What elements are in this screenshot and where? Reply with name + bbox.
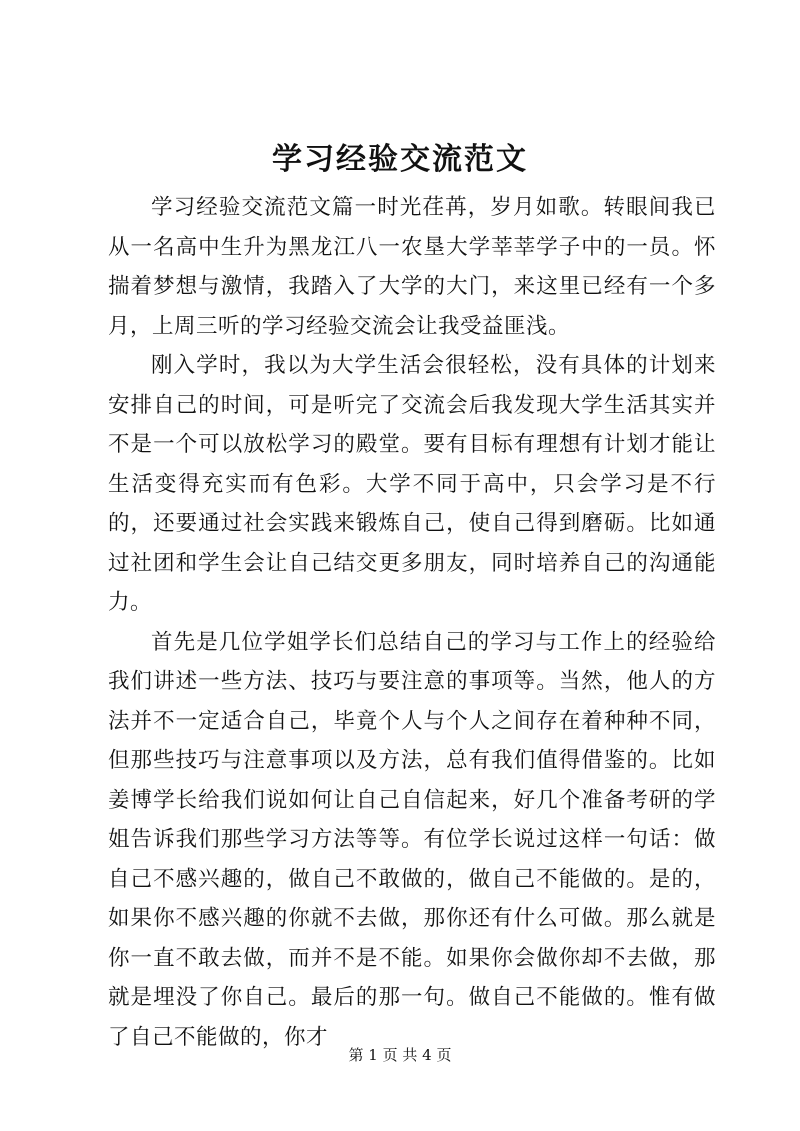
paragraph-2: 刚入学时，我以为大学生活会很轻松，没有具体的计划来安排自己的时间，可是听完了交流会后我发现大学生活其实并不是一个可以放松学习的殿堂。要有目标有理想有计划才能让生活变得充实而有色彩。大学不同于高中，只会学习是不行的，还要通过社会实践来锻炼自己，使自己得到磨砺。比如通过社团和学生会让自己结交更多朋友，同时培养自己的沟通能力。 bbox=[108, 353, 716, 615]
paragraph-1: 学习经验交流范文篇一时光荏苒，岁月如歌。转眼间我已从一名高中生升为黑龙江八一农垦大学莘莘学子中的一员。怀揣着梦想与激情，我踏入了大学的大门，来这里已经有一个多月，上周三听的学习经验交流会让我受益匪浅。 bbox=[108, 195, 716, 339]
paragraph-3: 首先是几位学姐学长们总结自己的学习与工作上的经验给我们讲述一些方法、技巧与要注意的事项等。当然，他人的方法并不一定适合自己，毕竟个人与个人之间存在着种种不同，但那些技巧与注意事项以及方法，总有我们值得借鉴的。比如姜博学长给我们说如何让自己自信起来，好几个准备考研的学姐告诉我们那些学习方法等等。有位学长说过这样一句话：做自己不感兴趣的，做自己不敢做的，做自己不能做的。是的，如果你不感兴趣的你就不去做，那你还有什么可做。那么就是你一直不敢去做，而并不是不能。如果你会做你却不去做，那就是埋没了你自己。最后的那一句。做自己不能做的。惟有做了自己不能做的，你才 bbox=[108, 629, 716, 1050]
document-body bbox=[108, 188, 716, 1057]
document-title: 学习经验交流范文 bbox=[272, 142, 528, 177]
page-footer: 第 1 页 共 4 页 bbox=[348, 1046, 452, 1064]
